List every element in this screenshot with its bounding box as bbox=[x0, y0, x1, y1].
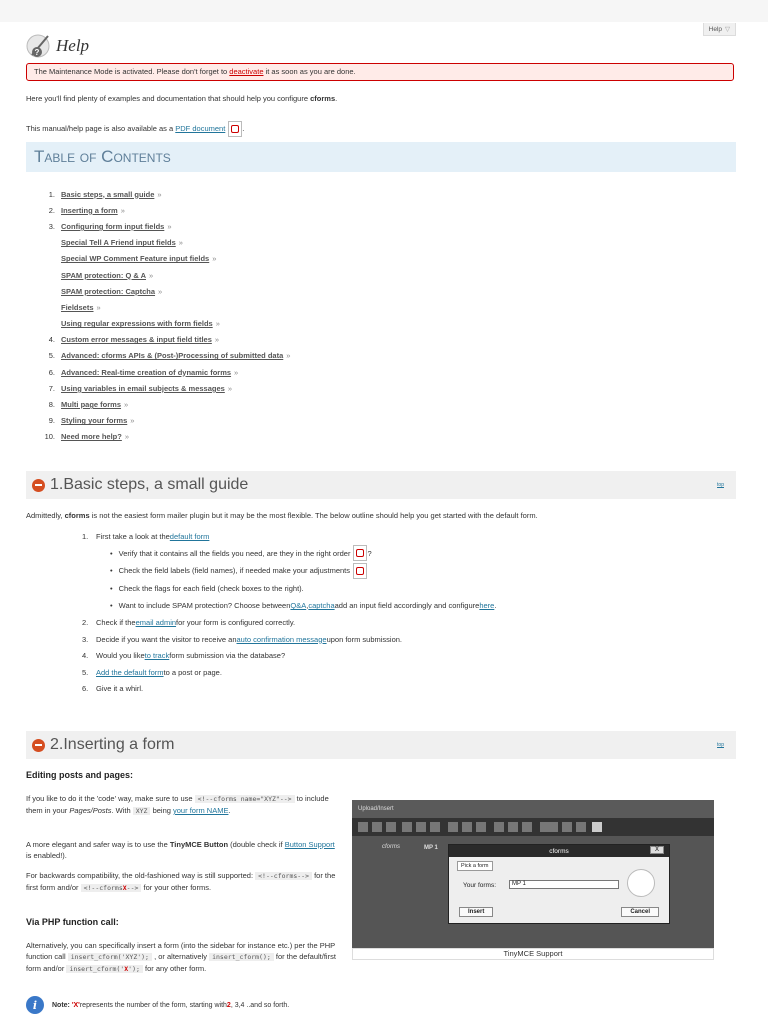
qa-link[interactable]: Q&A bbox=[290, 601, 307, 611]
here-link[interactable]: here bbox=[479, 601, 495, 611]
toc-item[interactable] bbox=[38, 396, 290, 412]
order-icon[interactable] bbox=[353, 545, 367, 561]
toc-num: 1. bbox=[48, 189, 55, 199]
text: TinyMCE Button bbox=[169, 840, 229, 849]
screenshot-caption bbox=[352, 948, 714, 960]
info-icon: i bbox=[26, 996, 44, 1014]
raquo-icon: » bbox=[212, 254, 217, 264]
pdf-icon[interactable] bbox=[228, 121, 245, 137]
text: to include them in your bbox=[26, 794, 329, 815]
list-item: 4. Would you like to track form submission via the database? bbox=[82, 651, 286, 661]
mp-tag: MP 1 bbox=[424, 845, 438, 851]
s1-intro-before: Admittedly, bbox=[26, 511, 65, 520]
insert-button: Insert bbox=[459, 907, 493, 917]
toc-link[interactable]: Fieldsets bbox=[61, 302, 94, 312]
button-support-link[interactable]: Button Support bbox=[284, 840, 335, 849]
step-text: Would you like bbox=[96, 651, 145, 661]
help-tab-button[interactable] bbox=[703, 23, 736, 36]
toc-link[interactable]: Custom error messages & input field titles bbox=[61, 335, 212, 345]
text: . With bbox=[111, 806, 133, 815]
caption-text: TinyMCE Support bbox=[503, 949, 563, 958]
bold-icon bbox=[358, 822, 368, 832]
step-text-end: upon form submission. bbox=[326, 634, 403, 644]
bullet-text: • Want to include SPAM protection? Choose between bbox=[118, 601, 291, 611]
bullet-text: • Check the field labels (field names), if needed make your adjustments bbox=[118, 566, 351, 576]
text: '); bbox=[128, 965, 140, 973]
toc-num: 6. bbox=[48, 367, 55, 377]
default-form-link[interactable]: default form bbox=[169, 531, 210, 541]
editing-heading bbox=[26, 770, 340, 781]
text: , or alternatively bbox=[151, 952, 210, 961]
maintenance-notice bbox=[26, 63, 734, 81]
toc-link[interactable]: Inserting a form bbox=[61, 205, 118, 215]
paragraph-code-way bbox=[26, 793, 340, 817]
step-text-end: form submission via the database? bbox=[169, 651, 286, 661]
toc-subitem[interactable] bbox=[38, 283, 290, 299]
toc-item[interactable] bbox=[38, 348, 290, 364]
text: insert_cform(' bbox=[69, 965, 125, 973]
note-label: Note: bbox=[52, 1001, 70, 1009]
text: for any other form. bbox=[142, 964, 207, 973]
page-title-text: Help bbox=[56, 36, 90, 55]
toc-subitem[interactable] bbox=[38, 235, 290, 251]
raquo-icon: » bbox=[214, 335, 220, 345]
list-item bbox=[82, 545, 496, 563]
link-icon bbox=[494, 822, 504, 832]
code-snippet: XYZ bbox=[133, 807, 151, 815]
raquo-icon: » bbox=[167, 221, 172, 231]
toc-link[interactable]: Styling your forms bbox=[61, 416, 128, 426]
track-link[interactable]: to track bbox=[144, 651, 170, 661]
list-item: 2. Check if the email admin for your form is configured correctly. bbox=[82, 618, 296, 628]
toc-item[interactable] bbox=[38, 364, 290, 380]
close-icon: X bbox=[650, 846, 664, 854]
intro-text bbox=[26, 94, 337, 103]
raquo-icon: » bbox=[157, 189, 162, 199]
toc-link[interactable]: SPAM protection: Q & A bbox=[61, 270, 146, 280]
raquo-icon: » bbox=[124, 400, 129, 410]
toc-link[interactable]: Need more help? bbox=[61, 432, 122, 442]
toc-num: 10. bbox=[44, 432, 55, 442]
fullscreen-icon bbox=[562, 822, 572, 832]
list-item bbox=[82, 597, 496, 615]
pick-form-tab: Pick a form bbox=[457, 861, 493, 871]
bullet-end: . bbox=[494, 601, 497, 611]
toc-num: 7. bbox=[48, 383, 55, 393]
toc-subitem[interactable] bbox=[38, 299, 290, 315]
align-icon bbox=[462, 822, 472, 832]
php-heading-text: Via PHP function call: bbox=[26, 917, 119, 927]
section-2-heading[interactable] bbox=[26, 731, 736, 759]
bullet-text: • Check the flags for each field (check boxes to the right). bbox=[118, 583, 304, 593]
forms-select: MP 1 bbox=[509, 880, 619, 889]
paragraph-tinymce bbox=[26, 839, 340, 861]
quote-icon bbox=[430, 822, 440, 832]
step-text-end: to a post or page. bbox=[163, 667, 222, 677]
text: is enabled!). bbox=[26, 851, 67, 860]
bullet-text-end: ? bbox=[367, 548, 372, 558]
note-number: 2 bbox=[226, 1001, 231, 1009]
help-tab-label: Help bbox=[708, 26, 722, 33]
toc-heading bbox=[26, 142, 736, 172]
code-snippet bbox=[66, 965, 142, 973]
toc-item[interactable] bbox=[38, 413, 290, 429]
section-2-title: 2.Inserting a form bbox=[50, 736, 175, 753]
raquo-icon: » bbox=[286, 351, 291, 361]
toc-link[interactable]: Using regular expressions with form fields bbox=[61, 319, 213, 329]
s1-intro-bold: cforms bbox=[64, 511, 90, 520]
code-snippet: <!--cforms--> bbox=[255, 872, 312, 880]
toc-link[interactable]: Special Tell A Friend input fields bbox=[61, 238, 176, 248]
admin-topbar bbox=[0, 0, 768, 22]
editor-toolbar bbox=[352, 818, 714, 836]
add-default-form-link[interactable]: Add the default form bbox=[96, 667, 164, 677]
manual-before: This manual/help page is also available as a bbox=[26, 123, 176, 133]
section-1-intro bbox=[26, 511, 538, 520]
raquo-icon: » bbox=[215, 319, 220, 329]
text: for the first form and/or bbox=[26, 871, 336, 892]
more-icon bbox=[522, 822, 532, 832]
toc-item[interactable] bbox=[38, 429, 290, 445]
text: being bbox=[150, 806, 174, 815]
italic-icon bbox=[372, 822, 382, 832]
raquo-icon: » bbox=[234, 367, 239, 377]
toc-item[interactable] bbox=[38, 332, 290, 348]
cforms-logo-icon bbox=[627, 869, 655, 897]
edit-icon[interactable] bbox=[353, 563, 367, 579]
text: For backwards compatibility, the old-fashioned way is still supported: bbox=[26, 871, 256, 880]
raquo-icon: » bbox=[120, 205, 125, 215]
paragraph-backwards bbox=[26, 870, 340, 894]
list-item: 3. Decide if you want the visitor to receive an auto confirmation message upon form submission. bbox=[82, 634, 403, 644]
section-1-title: 1.Basic steps, a small guide bbox=[50, 476, 249, 493]
list-item: 6. Give it a whirl. bbox=[82, 684, 144, 694]
step-text: Give it a whirl. bbox=[96, 684, 144, 694]
page-title bbox=[26, 32, 89, 60]
section-1-heading[interactable] bbox=[26, 471, 736, 499]
steps-list bbox=[82, 528, 496, 697]
text: Pages/Posts bbox=[69, 806, 112, 815]
toc-subitem[interactable] bbox=[38, 316, 290, 332]
list-icon bbox=[416, 822, 426, 832]
note-text-end: , 3,4 ..and so forth. bbox=[230, 1001, 290, 1009]
cforms-icon bbox=[592, 822, 602, 832]
toc-item[interactable] bbox=[38, 218, 290, 234]
note-box bbox=[26, 996, 289, 1014]
bullet-sep: , bbox=[306, 601, 309, 611]
cforms-dialog bbox=[448, 844, 670, 924]
list-item bbox=[82, 562, 496, 580]
raquo-icon: » bbox=[158, 286, 163, 296]
note-text: represents the number of the form, starting with bbox=[79, 1001, 227, 1009]
manual-text bbox=[26, 121, 244, 137]
text: If you like to do it the 'code' way, make sure to use bbox=[26, 794, 195, 803]
step-text: Check if the bbox=[96, 618, 136, 628]
dialog-titlebar bbox=[449, 845, 669, 857]
step-text: Decide if you want the visitor to receive an bbox=[96, 634, 237, 644]
list-item bbox=[82, 580, 496, 598]
toc-link[interactable]: SPAM protection: Captcha bbox=[61, 286, 156, 296]
intro-bold: cforms bbox=[310, 94, 336, 103]
toc-item[interactable] bbox=[38, 380, 290, 396]
top-link[interactable]: top bbox=[717, 742, 724, 748]
toc-link[interactable]: Advanced: Real-time creation of dynamic forms bbox=[61, 367, 232, 377]
raquo-icon: » bbox=[130, 416, 135, 426]
notice-text: The Maintenance Mode is activated. Please don't forget to bbox=[34, 67, 230, 76]
toc-link[interactable]: Multi page forms bbox=[61, 400, 122, 410]
svg-text:?: ? bbox=[34, 48, 40, 57]
toc-num: 5. bbox=[48, 351, 55, 361]
code-snippet bbox=[81, 884, 142, 892]
intro-after: . bbox=[335, 94, 338, 103]
intro-before: Here you'll find plenty of examples and documentation that should help you configure bbox=[26, 94, 311, 103]
toc-item[interactable] bbox=[38, 186, 290, 202]
toc-item[interactable] bbox=[38, 202, 290, 218]
editing-heading-text: Editing posts and pages: bbox=[26, 770, 134, 780]
text: A more elegant and safer way is to use the bbox=[26, 840, 170, 849]
text: X bbox=[122, 884, 127, 892]
toc-num: 4. bbox=[48, 335, 55, 345]
raquo-icon: » bbox=[227, 383, 232, 393]
strike-icon bbox=[386, 822, 396, 832]
toc-heading-text: Table of Contents bbox=[34, 147, 171, 166]
raquo-icon: » bbox=[124, 432, 130, 442]
spell-icon bbox=[540, 822, 558, 832]
collapse-icon[interactable] bbox=[32, 739, 45, 752]
text: for your other forms. bbox=[141, 883, 212, 892]
upload-label: Upload/Insert bbox=[358, 806, 394, 812]
note-x: 'X' bbox=[71, 1001, 80, 1009]
form-name-link[interactable]: your form NAME bbox=[173, 806, 229, 815]
toc-link[interactable]: Basic steps, a small guide bbox=[61, 189, 155, 199]
top-link[interactable]: top bbox=[717, 482, 724, 488]
pdf-document-link[interactable]: PDF document bbox=[175, 123, 226, 133]
captcha-link[interactable]: captcha bbox=[308, 601, 335, 611]
text: . bbox=[228, 806, 231, 815]
text: for the default/first form and/or bbox=[26, 952, 336, 973]
unlink-icon bbox=[508, 822, 518, 832]
bullet-text: • Verify that it contains all the fields you need, are they in the right order bbox=[118, 548, 351, 558]
s1-intro-after: is not the easiest form mailer plugin but it may be the most flexible. The below outline should help you get started with the default form. bbox=[89, 511, 538, 520]
step-text-end: for your form is configured correctly. bbox=[176, 618, 296, 628]
dialog-title: cforms bbox=[549, 847, 569, 855]
code-snippet: insert_cform(); bbox=[209, 953, 274, 961]
upload-bar bbox=[352, 800, 714, 818]
toc-num: 3. bbox=[48, 221, 55, 231]
help-pen-icon bbox=[26, 33, 52, 59]
step-text: First take a look at the bbox=[96, 531, 170, 541]
chevron-down-icon: ▽ bbox=[725, 26, 730, 33]
list-icon bbox=[402, 822, 412, 832]
text: X bbox=[124, 965, 129, 973]
toc-subitem[interactable] bbox=[38, 267, 290, 283]
text: <!--cforms bbox=[83, 884, 123, 892]
code-snippet: insert_cform('XYZ'); bbox=[68, 953, 152, 961]
forms-label: Your forms: bbox=[463, 882, 496, 889]
raquo-icon: » bbox=[96, 302, 101, 312]
collapse-icon[interactable] bbox=[32, 479, 45, 492]
notice-text-end: it as soon as you are done. bbox=[263, 67, 356, 76]
toc-num: 9. bbox=[48, 416, 55, 426]
list-item: 1. First take a look at the default form bbox=[82, 531, 210, 541]
auto-confirmation-link[interactable]: auto confirmation message bbox=[236, 634, 327, 644]
paragraph-php bbox=[26, 940, 340, 975]
toc-link[interactable]: Special WP Comment Feature input fields bbox=[61, 254, 210, 264]
text: --> bbox=[126, 884, 139, 892]
text: Alternatively, you can specifically insert a form (into the sidebar for instance etc.) per the PHP function call bbox=[26, 941, 336, 961]
toc-num: 2. bbox=[48, 205, 55, 215]
code-snippet: <!--cforms name="XYZ"--> bbox=[195, 795, 295, 803]
toc-list bbox=[38, 186, 290, 445]
php-heading bbox=[26, 917, 340, 928]
align-icon bbox=[476, 822, 486, 832]
bullet-text-mid: add an input field accordingly and configure bbox=[334, 601, 480, 611]
manual-after: . bbox=[242, 123, 245, 133]
toc-subitem[interactable] bbox=[38, 251, 290, 267]
list-item: 5. Add the default form to a post or page. bbox=[82, 667, 222, 677]
deactivate-link[interactable]: deactivate bbox=[229, 67, 264, 76]
toc-num: 8. bbox=[48, 400, 55, 410]
kitchen-sink-icon bbox=[576, 822, 586, 832]
toc-link[interactable]: Using variables in email subjects & messages bbox=[61, 383, 225, 393]
align-icon bbox=[448, 822, 458, 832]
cforms-tag: cforms bbox=[382, 844, 400, 850]
tinymce-screenshot bbox=[352, 800, 714, 948]
raquo-icon: » bbox=[178, 238, 183, 248]
cancel-button: Cancel bbox=[621, 907, 659, 917]
email-admin-link[interactable]: email admin bbox=[135, 618, 177, 628]
raquo-icon: » bbox=[149, 270, 154, 280]
toc-link[interactable]: Configuring form input fields bbox=[61, 221, 165, 231]
toc-link[interactable]: Advanced: cforms APIs & (Post-)Processing of submitted data bbox=[61, 351, 284, 361]
text: (double check if bbox=[228, 840, 285, 849]
